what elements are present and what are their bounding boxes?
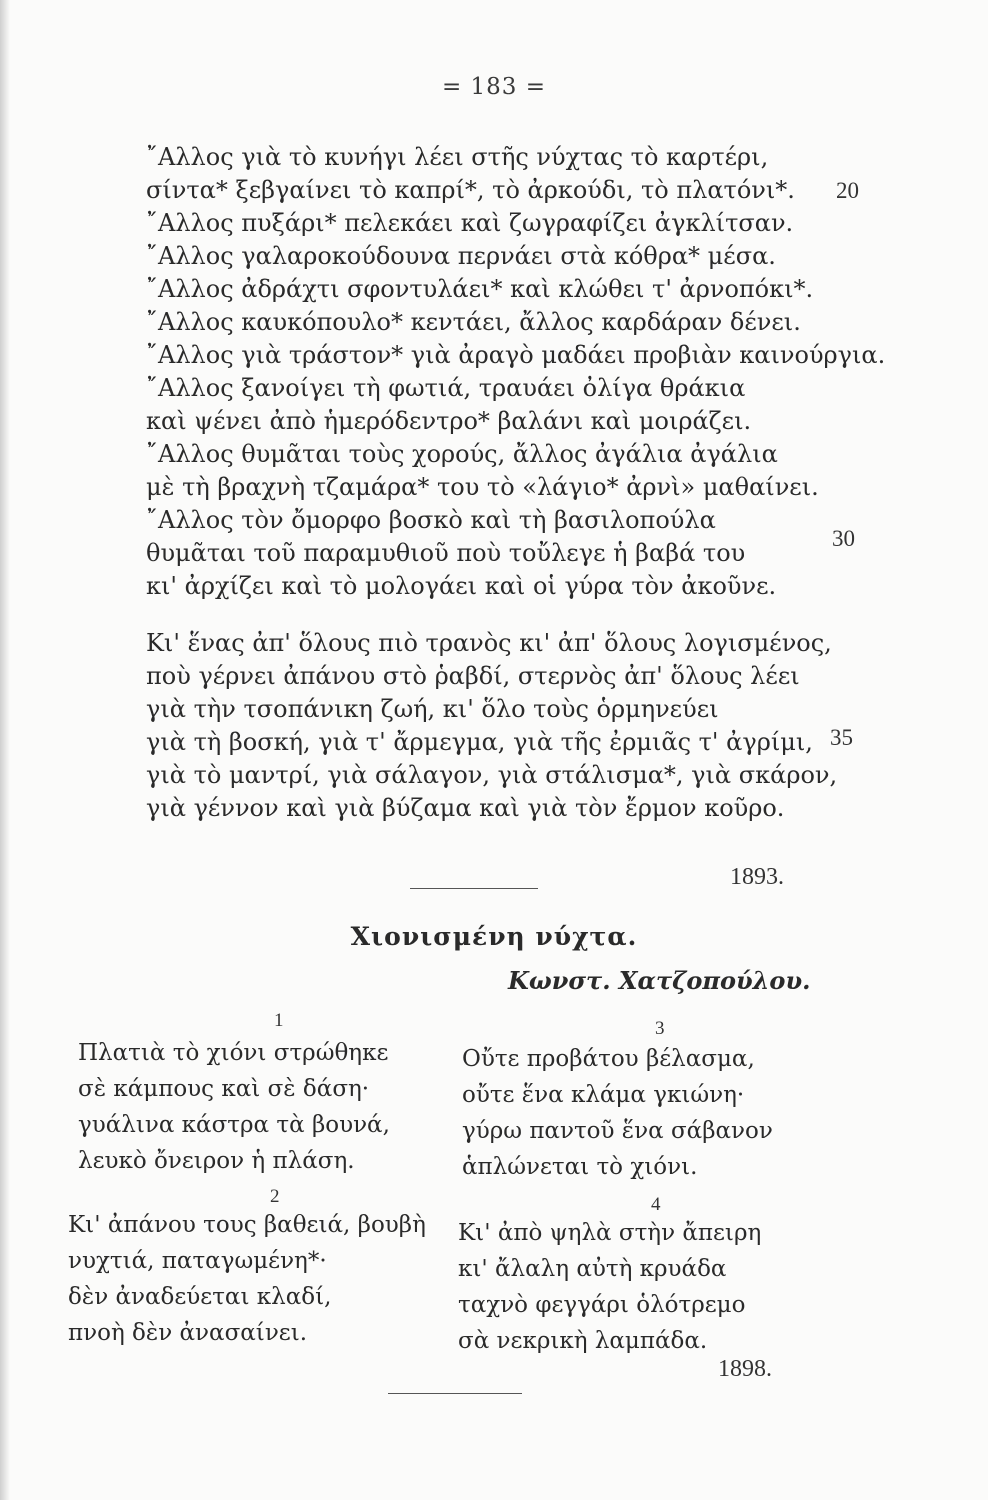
section-divider [410,888,538,889]
poem-line: Κι' ἕνας ἀπ' ὅλους πιὸ τρανὸς κι' ἀπ' ὅλους λογισμένος, [146,629,832,657]
poem-line: ῎Αλλος ἀδράχτι σφοντυλάει* καὶ κλώθει τ' ἀρνοπόκι*. [146,275,814,303]
stanza-line: γυάλινα κάστρα τὰ βουνά, [78,1112,390,1138]
line-number: 35 [830,725,853,750]
poem-line: ῎Αλλος γιὰ τὸ κυνήγι λέει στῆς νύχτας τὸ καρτέρι, [146,143,769,171]
poem-line: μὲ τὴ βραχνὴ τζαμάρα* του τὸ «λάγιο* ἀρνὶ» μαθαίνει. [146,473,819,501]
stanza-line: Κι' ἀπὸ ψηλὰ στὴν ἄπειρη [458,1220,762,1246]
poem-line: καὶ ψένει ἀπὸ ἡμερόδεντρο* βαλάνι καὶ μοιράζει. [146,407,752,435]
stanza-line: οὔτε ἕνα κλάμα γκιώνη· [462,1082,745,1108]
stanza-line: Κι' ἀπάνου τους βαθειά, βουβὴ [68,1212,426,1238]
poem-line: ῎Αλλος καυκόπουλο* κεντάει, ἄλλος καρδάραν δένει. [146,308,801,336]
stanza-line: λευκὸ ὄνειρον ἡ πλάση. [78,1148,355,1174]
poem-line: ῎Αλλος ξανοίγει τὴ φωτιά, τραυάει ὀλίγα θράκια [146,374,746,402]
stanza-number: 4 [651,1194,661,1215]
poem-date: 1898. [718,1356,772,1382]
poem-author: Κωνστ. Χατζοπούλου. [508,966,811,995]
section-divider [388,1393,522,1394]
poem-line: ῎Αλλος γαλαροκούδουνα περνάει στὰ κόθρα* μέσα. [146,242,776,270]
stanza-line: πνοὴ δὲν ἀνασαίνει. [68,1320,308,1346]
stanza-number: 1 [274,1010,284,1031]
poem-line: ποὺ γέρνει ἀπάνου στὸ ῥαβδί, στερνὸς ἀπ' ὅλους λέει [146,662,800,690]
poem-line: γιὰ τὴ βοσκή, γιὰ τ' ἄρμεγμα, γιὰ τῆς ἐρμιᾶς τ' ἀγρίμι, [146,728,813,756]
stanza-line: ταχνὸ φεγγάρι ὁλότρεμο [458,1292,746,1318]
stanza-line: σὰ νεκρικὴ λαμπάδα. [458,1328,708,1354]
line-number: 20 [836,178,859,203]
poem-line: γιὰ γέννον καὶ γιὰ βύζαμα καὶ γιὰ τὸν ἔρμον κοῦρο. [146,794,785,822]
line-number: 30 [832,526,855,551]
poem-line: ῎Αλλος θυμᾶται τοὺς χορούς, ἄλλος ἀγάλια ἀγάλια [146,440,778,468]
page-number: = 183 = [441,74,547,100]
stanza-line: κι' ἄλαλη αὐτὴ κρυάδα [458,1256,727,1282]
stanza-number: 3 [655,1018,665,1039]
stanza-number: 2 [270,1186,280,1207]
poem-line: γιὰ τὸ μαντρί, γιὰ σάλαγον, γιὰ στάλισμα*, γιὰ σκάρον, [146,761,838,789]
poem-date: 1893. [730,864,784,890]
poem-line: θυμᾶται τοῦ παραμυθιοῦ ποὺ τοὔλεγε ἡ βαβά του [146,539,746,567]
poem-line: ῎Αλλος γιὰ τράστον* γιὰ ἀραγὸ μαδάει προβιὰν καινούργια. [146,341,886,369]
page-edge-shadow [0,0,10,1500]
stanza-line: Οὔτε προβάτου βέλασμα, [462,1046,755,1072]
stanza-line: Πλατιὰ τὸ χιόνι στρώθηκε [78,1040,389,1066]
stanza-line: γύρω παντοῦ ἕνα σάβανον [462,1118,773,1144]
poem-line: ῎Αλλος τὸν ὄμορφο βοσκὸ καὶ τὴ βασιλοπούλα [146,506,716,534]
stanza-line: δὲν ἀναδεύεται κλαδί, [68,1284,332,1310]
stanza-line: νυχτιά, παταγωμένη*· [68,1248,327,1274]
poem-line: κι' ἀρχίζει καὶ τὸ μολογάει καὶ οἱ γύρα τὸν ἀκοῦνε. [146,572,777,600]
poem-title: Χιονισμένη νύχτα. [350,922,638,951]
poem-line: γιὰ τὴν τσοπάνικη ζωή, κι' ὅλο τοὺς ὁρμηνεύει [146,695,719,723]
stanza-line: σὲ κάμπους καὶ σὲ δάση· [78,1076,370,1102]
stanza-line: ἁπλώνεται τὸ χιόνι. [462,1154,698,1180]
poem-line: σίντα* ξεβγαίνει τὸ καπρί*, τὸ ἀρκούδι, τὸ πλατόνι*. [146,176,795,204]
poem-line: ῎Αλλος πυξάρι* πελεκάει καὶ ζωγραφίζει ἀγκλίτσαν. [146,209,794,237]
